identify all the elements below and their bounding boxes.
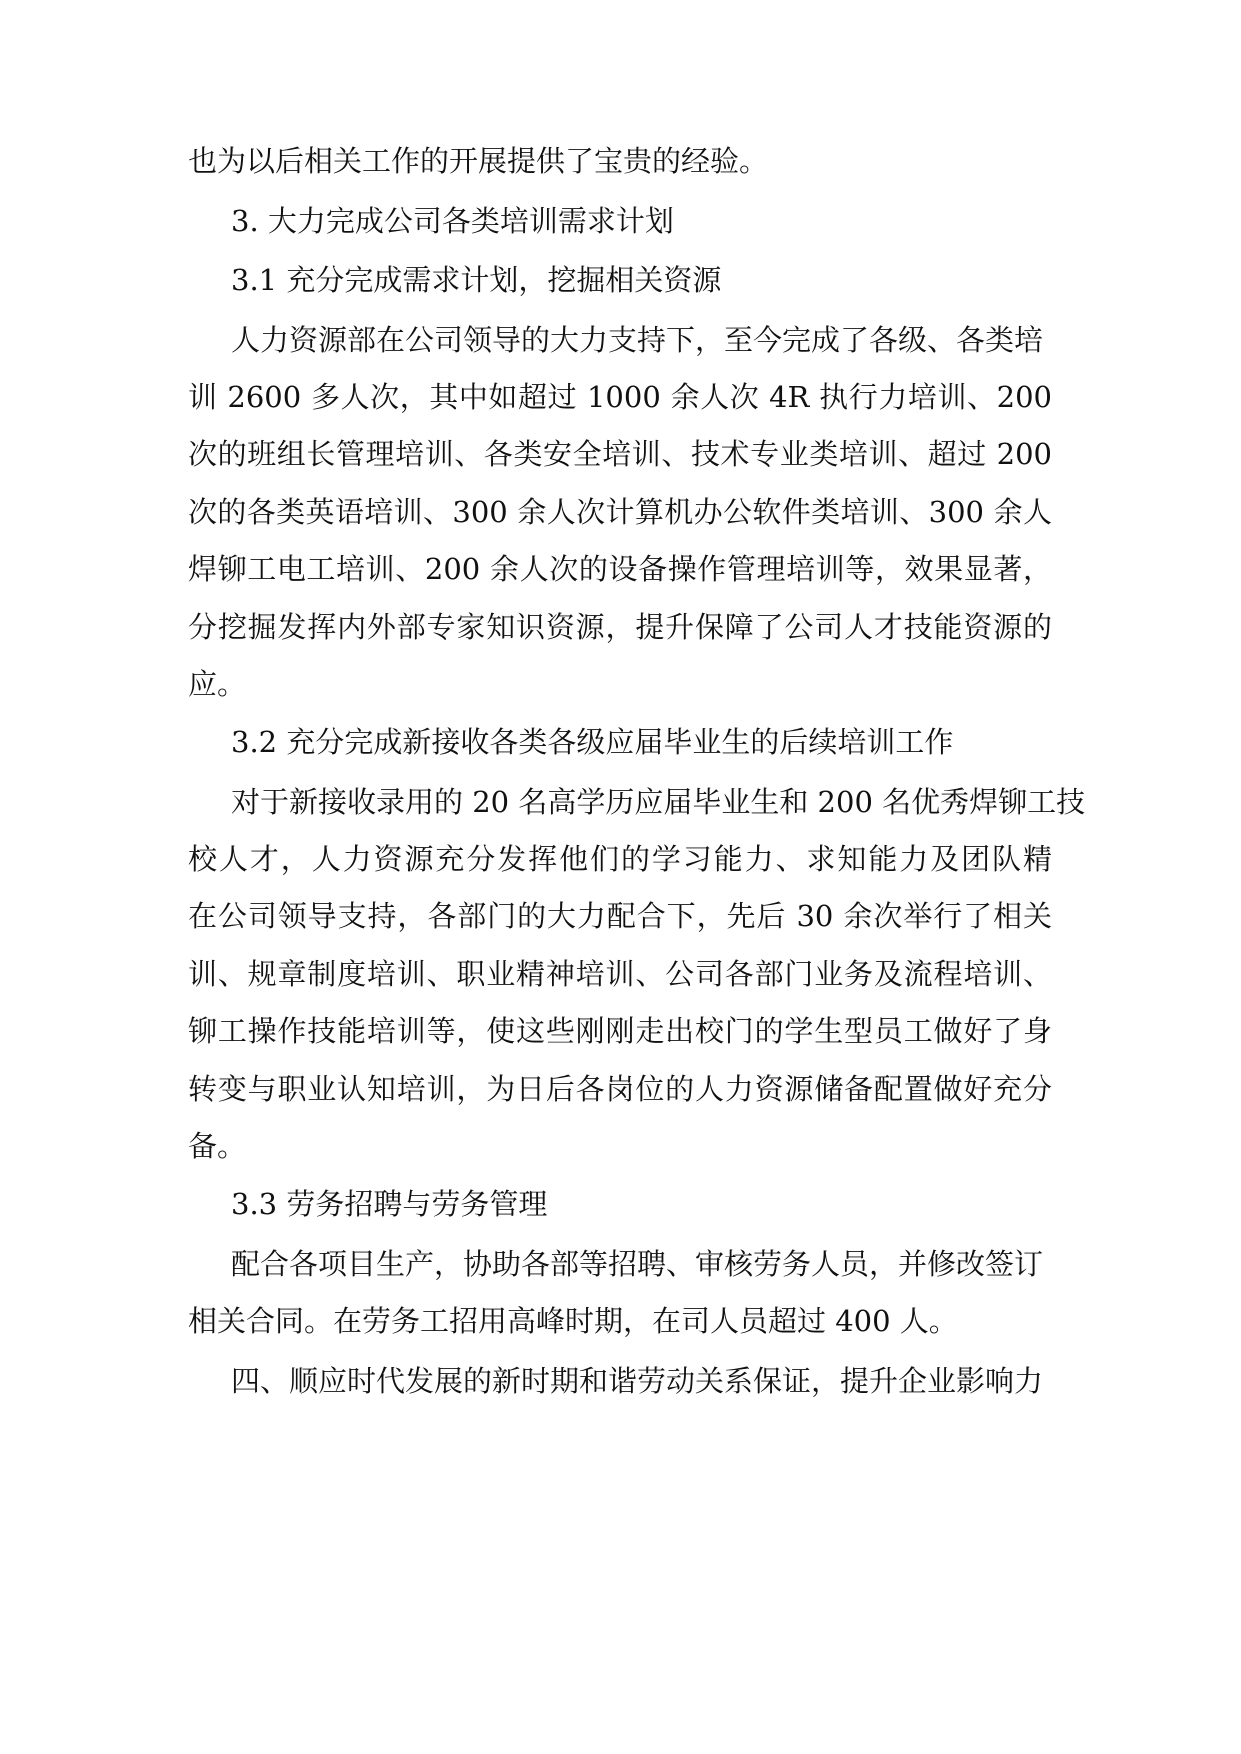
subsection-heading: 3.1 充分完成需求计划，挖掘相关资源 <box>231 263 722 297</box>
paragraph-line: 对于新接收录用的 20 名高学历应届毕业生和 200 名优秀焊铆工技 <box>231 785 1086 819</box>
paragraph-line: 配合各项目生产，协助各部等招聘、审核劳务人员，并修改签订 <box>231 1247 1044 1281</box>
paragraph-line: 在公司领导支持，各部门的大力配合下，先后 30 余次举行了相关 <box>188 899 1052 933</box>
paragraph-line: 次的各类英语培训、300 余人次计算机办公软件类培训、300 余人 <box>188 495 1052 529</box>
paragraph-line: 训、规章制度培训、职业精神培训、公司各部门业务及流程培训、 <box>188 957 1052 991</box>
paragraph-line: 焊铆工电工培训、200 余人次的设备操作管理培训等，效果显著， <box>188 552 1052 586</box>
paragraph-line: 应。 <box>188 667 247 701</box>
paragraph-line: 转变与职业认知培训，为日后各岗位的人力资源储备配置做好充分 <box>188 1072 1052 1106</box>
subsection-heading: 3.2 充分完成新接收各类各级应届毕业生的后续培训工作 <box>231 725 954 759</box>
subsection-heading: 3.3 劳务招聘与劳务管理 <box>231 1187 548 1221</box>
paragraph-line: 相关合同。在劳务工招用高峰时期，在司人员超过 400 人。 <box>188 1304 958 1338</box>
paragraph-line: 分挖掘发挥内外部专家知识资源，提升保障了公司人才技能资源的 <box>188 610 1052 644</box>
section-heading: 四、顺应时代发展的新时期和谐劳动关系保证，提升企业影响力 <box>231 1364 1044 1398</box>
paragraph-line: 次的班组长管理培训、各类安全培训、技术专业类培训、超过 200 <box>188 437 1052 471</box>
section-heading: 3. 大力完成公司各类培训需求计划 <box>231 204 674 238</box>
paragraph-line: 校人才，人力资源充分发挥他们的学习能力、求知能力及团队精 <box>188 842 1052 876</box>
paragraph-line: 训 2600 多人次，其中如超过 1000 余人次 4R 执行力培训、200 <box>188 380 1052 414</box>
paragraph-line: 人力资源部在公司领导的大力支持下，至今完成了各级、各类培 <box>231 323 1044 357</box>
paragraph-line: 铆工操作技能培训等，使这些刚刚走出校门的学生型员工做好了身 <box>188 1014 1052 1048</box>
paragraph-line: 备。 <box>188 1129 247 1163</box>
paragraph-line: 也为以后相关工作的开展提供了宝贵的经验。 <box>188 144 769 178</box>
